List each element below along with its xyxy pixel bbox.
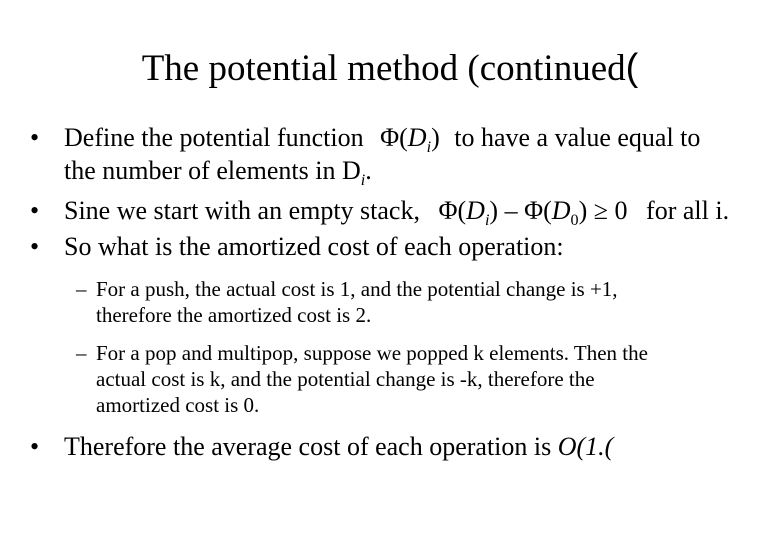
bullet-line-2: the number of elements in $D_i$.: [64, 156, 372, 190]
bullet-text: for all i.: [646, 196, 730, 225]
subbullet-text: For a push, the actual cost is 1, and the potential change is +1,: [96, 277, 618, 301]
bullet-text: Therefore the average cost of each operation is: [64, 432, 552, 461]
bullet-dot: •: [30, 196, 40, 225]
slide-title: [0, 42, 780, 95]
bullet-dot: •: [30, 232, 40, 261]
potential-difference-formula: $\Phi(D_i) - \Phi(D_0) \ge 0$: [438, 196, 628, 230]
big-o-notation: O(1.(: [557, 432, 614, 461]
subbullet-text: amortized cost is 0.: [96, 393, 260, 417]
phi-di-formula: $\Phi(D_i)$: [380, 123, 440, 157]
subbullet-text: For a pop and multipop, suppose we popped k elements. Then the: [96, 341, 648, 365]
bullet-line: [64, 430, 613, 463]
slide-title-text: The potential method (continued: [141, 48, 626, 89]
subbullet-text: actual cost is k, and the potential change is -k, therefore the: [96, 367, 595, 391]
bullet-dot: •: [30, 432, 40, 461]
subbullet-text: therefore the amortized cost is 2.: [96, 303, 372, 327]
bullet-text: So what is the amortized cost of each operation:: [64, 232, 564, 261]
subbullet-dash: –: [76, 277, 87, 301]
bullet-text: Define the potential function: [64, 123, 364, 152]
bullet-text: to have a value equal to: [454, 123, 701, 152]
subbullet-dash: –: [76, 341, 87, 365]
slide-title-paren: (: [625, 47, 639, 89]
bullet-text: Sine we start with an empty stack,: [64, 196, 420, 225]
bullet-text: the number of elements in D: [64, 156, 361, 185]
bullet-dot: •: [30, 123, 40, 152]
